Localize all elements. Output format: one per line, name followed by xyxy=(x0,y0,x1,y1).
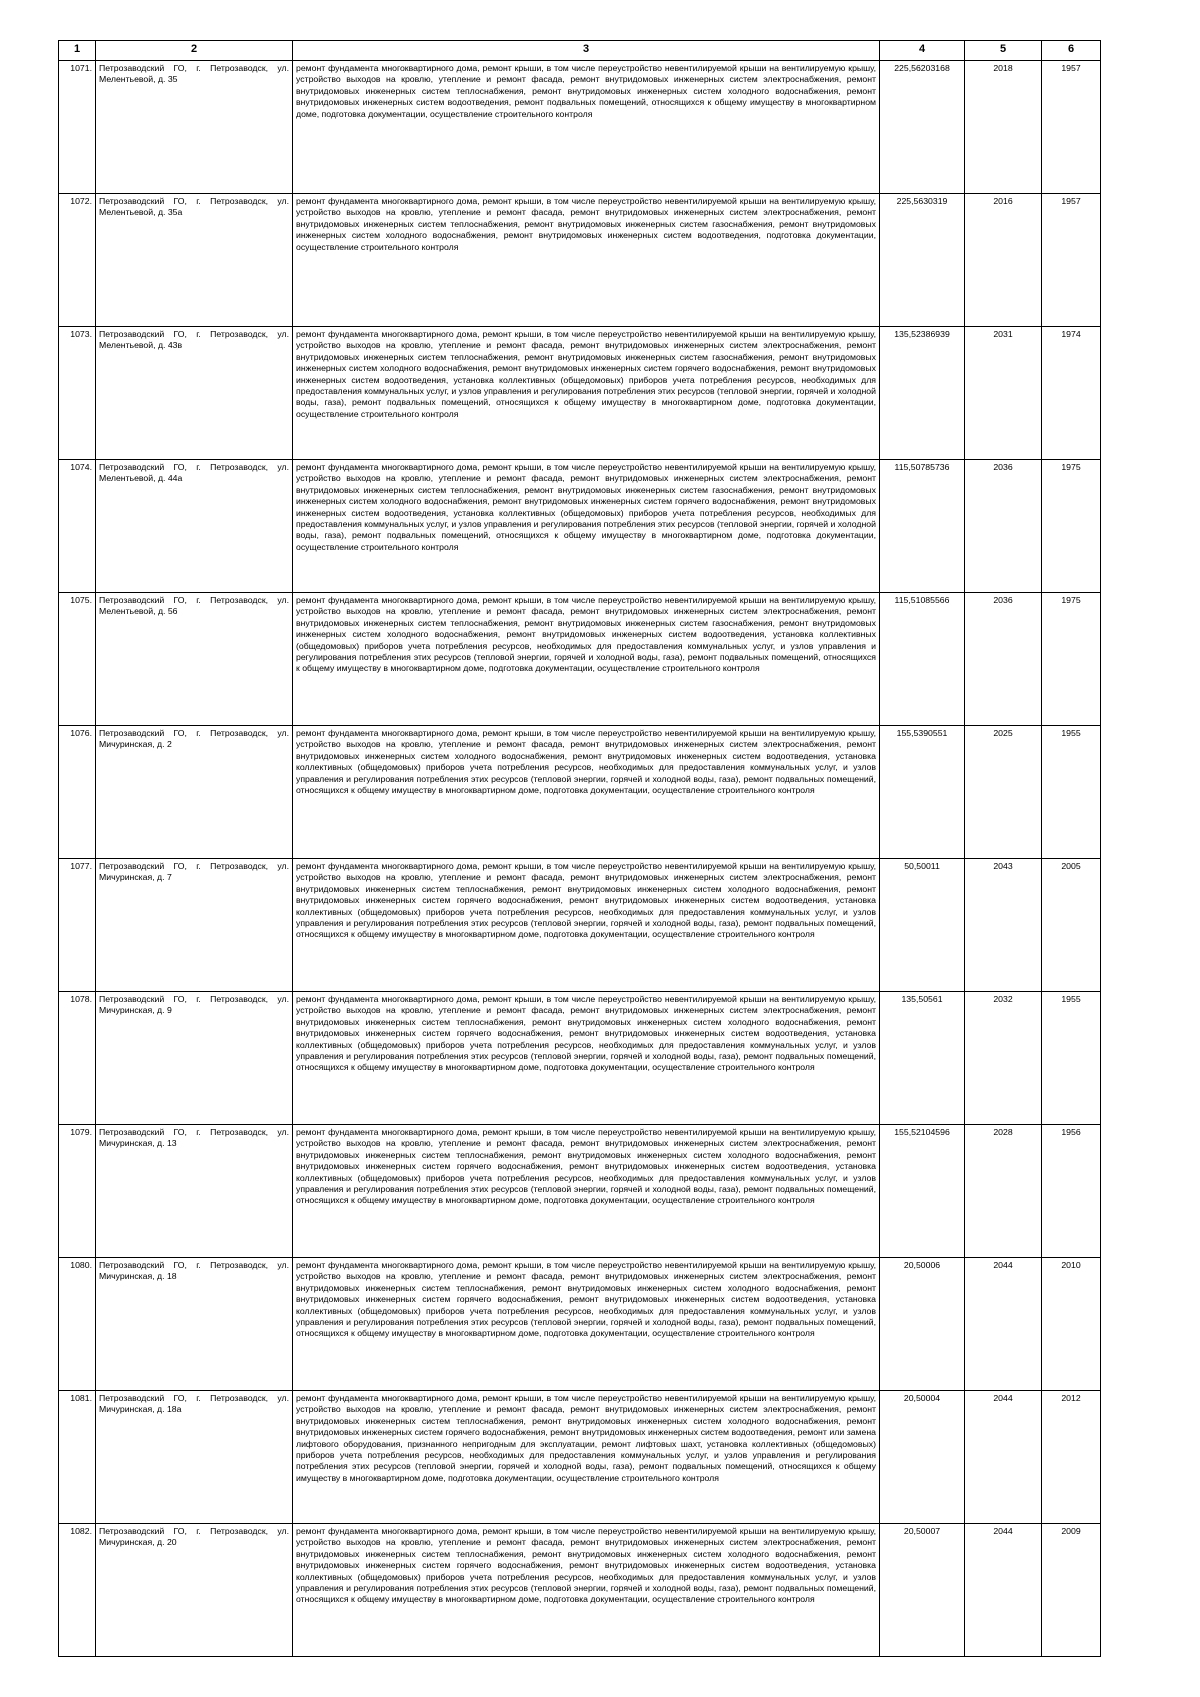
repair-program-table xyxy=(58,40,1101,1657)
row-built: 2010 xyxy=(1042,1258,1101,1391)
col-header-4: 4 xyxy=(880,41,965,61)
row-value: 50,50011 xyxy=(880,859,965,992)
row-address: Петрозаводский ГО, г. Петрозаводск, ул. Мичуринская, д. 7 xyxy=(96,859,293,992)
row-built: 1955 xyxy=(1042,992,1101,1125)
row-year: 2043 xyxy=(965,859,1042,992)
row-address: Петрозаводский ГО, г. Петрозаводск, ул. Мичуринская, д. 20 xyxy=(96,1524,293,1657)
row-year: 2044 xyxy=(965,1391,1042,1524)
row-year: 2044 xyxy=(965,1524,1042,1657)
row-works: ремонт фундамента многоквартирного дома, ремонт крыши, в том числе переустройство невентилируемой крыши на вентилируемую крышу, устройство выходов на кровлю, утепление и ремонт фасада, ремонт внутридомовых инженерных систем электроснабжения, ремонт внутридомовых инженерных систем теплоснабжения, ремонт внутридомовых инженерных систем холодного водоснабжения, ремонт внутридомовых инженерных систем горячего водоснабжения, ремонт внутридомовых инженерных систем водоотведения, установка коллективных (общедомовых) приборов учета потребления ресурсов, необходимых для предоставления коммунальных услуг, и узлов управления и регулирования потребления этих ресурсов (тепловой энергии, горячей и холодной воды, газа), ремонт подвальных помещений, относящихся к общему имуществу в многоквартирном доме, подготовка документации, осуществление строительного контроля xyxy=(293,859,880,992)
row-number: 1078. xyxy=(59,992,96,1125)
row-value: 135,52386939 xyxy=(880,327,965,460)
row-works: ремонт фундамента многоквартирного дома, ремонт крыши, в том числе переустройство невентилируемой крыши на вентилируемую крышу, устройство выходов на кровлю, утепление и ремонт фасада, ремонт внутридомовых инженерных систем электроснабжения, ремонт внутридомовых инженерных систем теплоснабжения, ремонт внутридомовых инженерных систем газоснабжения, ремонт внутридомовых инженерных систем холодного водоснабжения, ремонт внутридомовых инженерных систем горячего водоснабжения, ремонт внутридомовых инженерных систем водоотведения, установка коллективных (общедомовых) приборов учета потребления ресурсов, необходимых для предоставления коммунальных услуг, и узлов управления и регулирования потребления этих ресурсов (тепловой энергии, горячей и холодной воды, газа), ремонт подвальных помещений, относящихся к общему имуществу в многоквартирном доме, подготовка документации, осуществление строительного контроля xyxy=(293,460,880,593)
row-number: 1073. xyxy=(59,327,96,460)
row-year: 2018 xyxy=(965,61,1042,194)
row-built: 2012 xyxy=(1042,1391,1101,1524)
row-year: 2044 xyxy=(965,1258,1042,1391)
row-address: Петрозаводский ГО, г. Петрозаводск, ул. Мелентьевой, д. 56 xyxy=(96,593,293,726)
row-value: 135,50561 xyxy=(880,992,965,1125)
table-row xyxy=(59,726,1101,859)
row-built: 1956 xyxy=(1042,1125,1101,1258)
row-value: 20,50004 xyxy=(880,1391,965,1524)
row-built: 2009 xyxy=(1042,1524,1101,1657)
row-number: 1075. xyxy=(59,593,96,726)
row-year: 2031 xyxy=(965,327,1042,460)
row-works: ремонт фундамента многоквартирного дома, ремонт крыши, в том числе переустройство невентилируемой крыши на вентилируемую крышу, устройство выходов на кровлю, утепление и ремонт фасада, ремонт внутридомовых инженерных систем электроснабжения, ремонт внутридомовых инженерных систем теплоснабжения, ремонт внутридомовых инженерных систем газоснабжения, ремонт внутридомовых инженерных систем холодного водоснабжения, ремонт внутридомовых инженерных систем горячего водоснабжения, ремонт внутридомовых инженерных систем водоотведения, установка коллективных (общедомовых) приборов учета потребления ресурсов, необходимых для предоставления коммунальных услуг, и узлов управления и регулирования потребления этих ресурсов (тепловой энергии, горячей и холодной воды, газа), ремонт подвальных помещений, относящихся к общему имуществу в многоквартирном доме, подготовка документации, осуществление строительного контроля xyxy=(293,327,880,460)
table-row xyxy=(59,859,1101,992)
table-row xyxy=(59,194,1101,327)
row-year: 2028 xyxy=(965,1125,1042,1258)
table-row xyxy=(59,1125,1101,1258)
table-row xyxy=(59,460,1101,593)
row-number: 1081. xyxy=(59,1391,96,1524)
row-works: ремонт фундамента многоквартирного дома, ремонт крыши, в том числе переустройство невентилируемой крыши на вентилируемую крышу, устройство выходов на кровлю, утепление и ремонт фасада, ремонт внутридомовых инженерных систем электроснабжения, ремонт внутридомовых инженерных систем теплоснабжения, ремонт внутридомовых инженерных систем холодного водоснабжения, ремонт внутридомовых инженерных систем горячего водоснабжения, ремонт внутридомовых инженерных систем водоотведения, установка коллективных (общедомовых) приборов учета потребления ресурсов, необходимых для предоставления коммунальных услуг, и узлов управления и регулирования потребления этих ресурсов (тепловой энергии, горячей и холодной воды, газа), ремонт подвальных помещений, относящихся к общему имуществу в многоквартирном доме, подготовка документации, осуществление строительного контроля xyxy=(293,1125,880,1258)
table-row xyxy=(59,1524,1101,1657)
row-address: Петрозаводский ГО, г. Петрозаводск, ул. Мичуринская, д. 13 xyxy=(96,1125,293,1258)
row-works: ремонт фундамента многоквартирного дома, ремонт крыши, в том числе переустройство невентилируемой крыши на вентилируемую крышу, устройство выходов на кровлю, утепление и ремонт фасада, ремонт внутридомовых инженерных систем электроснабжения, ремонт внутридомовых инженерных систем теплоснабжения, ремонт внутридомовых инженерных систем газоснабжения, ремонт внутридомовых инженерных систем холодного водоснабжения, ремонт внутридомовых инженерных систем водоотведения, подготовка документации, осуществление строительного контроля xyxy=(293,194,880,327)
row-year: 2036 xyxy=(965,460,1042,593)
row-works: ремонт фундамента многоквартирного дома, ремонт крыши, в том числе переустройство невентилируемой крыши на вентилируемую крышу, устройство выходов на кровлю, утепление и ремонт фасада, ремонт внутридомовых инженерных систем электроснабжения, ремонт внутридомовых инженерных систем холодного водоснабжения, ремонт внутридомовых инженерных систем водоотведения, установка коллективных (общедомовых) приборов учета потребления ресурсов, необходимых для предоставления коммунальных услуг, и узлов управления и регулирования потребления этих ресурсов (тепловой энергии, горячей и холодной воды, газа), ремонт подвальных помещений, относящихся к общему имуществу в многоквартирном доме, подготовка документации, осуществление строительного контроля xyxy=(293,726,880,859)
row-value: 115,50785736 xyxy=(880,460,965,593)
row-address: Петрозаводский ГО, г. Петрозаводск, ул. Мелентьевой, д. 43в xyxy=(96,327,293,460)
row-value: 155,52104596 xyxy=(880,1125,965,1258)
row-built: 2005 xyxy=(1042,859,1101,992)
col-header-5: 5 xyxy=(965,41,1042,61)
row-built: 1975 xyxy=(1042,460,1101,593)
col-header-6: 6 xyxy=(1042,41,1101,61)
row-number: 1072. xyxy=(59,194,96,327)
row-built: 1957 xyxy=(1042,61,1101,194)
row-number: 1074. xyxy=(59,460,96,593)
row-works: ремонт фундамента многоквартирного дома, ремонт крыши, в том числе переустройство невентилируемой крыши на вентилируемую крышу, устройство выходов на кровлю, утепление и ремонт фасада, ремонт внутридомовых инженерных систем электроснабжения, ремонт внутридомовых инженерных систем теплоснабжения, ремонт внутридомовых инженерных систем холодного водоснабжения, ремонт внутридомовых инженерных систем горячего водоснабжения, ремонт внутридомовых инженерных систем водоотведения, установка коллективных (общедомовых) приборов учета потребления ресурсов, необходимых для предоставления коммунальных услуг, и узлов управления и регулирования потребления этих ресурсов (тепловой энергии, горячей и холодной воды, газа), ремонт подвальных помещений, относящихся к общему имуществу в многоквартирном доме, подготовка документации, осуществление строительного контроля xyxy=(293,1524,880,1657)
row-works: ремонт фундамента многоквартирного дома, ремонт крыши, в том числе переустройство невентилируемой крыши на вентилируемую крышу, устройство выходов на кровлю, утепление и ремонт фасада, ремонт внутридомовых инженерных систем электроснабжения, ремонт внутридомовых инженерных систем теплоснабжения, ремонт внутридомовых инженерных систем холодного водоснабжения, ремонт внутридомовых инженерных систем горячего водоснабжения, ремонт внутридомовых инженерных систем водоотведения, установка коллективных (общедомовых) приборов учета потребления ресурсов, необходимых для предоставления коммунальных услуг, и узлов управления и регулирования потребления этих ресурсов (тепловой энергии, горячей и холодной воды, газа), ремонт подвальных помещений, относящихся к общему имуществу в многоквартирном доме, подготовка документации, осуществление строительного контроля xyxy=(293,992,880,1125)
row-address: Петрозаводский ГО, г. Петрозаводск, ул. Мичуринская, д. 9 xyxy=(96,992,293,1125)
row-value: 20,50007 xyxy=(880,1524,965,1657)
row-value: 225,56203168 xyxy=(880,61,965,194)
col-header-1: 1 xyxy=(59,41,96,61)
row-address: Петрозаводский ГО, г. Петрозаводск, ул. Мичуринская, д. 18 xyxy=(96,1258,293,1391)
table-row xyxy=(59,992,1101,1125)
row-built: 1955 xyxy=(1042,726,1101,859)
row-built: 1957 xyxy=(1042,194,1101,327)
table-row xyxy=(59,1391,1101,1524)
table-row xyxy=(59,327,1101,460)
row-address: Петрозаводский ГО, г. Петрозаводск, ул. Мелентьевой, д. 35а xyxy=(96,194,293,327)
row-value: 225,5630319 xyxy=(880,194,965,327)
row-built: 1974 xyxy=(1042,327,1101,460)
row-year: 2032 xyxy=(965,992,1042,1125)
row-number: 1077. xyxy=(59,859,96,992)
row-works: ремонт фундамента многоквартирного дома, ремонт крыши, в том числе переустройство невентилируемой крыши на вентилируемую крышу, устройство выходов на кровлю, утепление и ремонт фасада, ремонт внутридомовых инженерных систем электроснабжения, ремонт внутридомовых инженерных систем теплоснабжения, ремонт внутридомовых инженерных систем газоснабжения, ремонт внутридомовых инженерных систем холодного водоснабжения, ремонт внутридомовых инженерных систем водоотведения, установка коллективных (общедомовых) приборов учета потребления ресурсов, необходимых для предоставления коммунальных услуг, и узлов управления и регулирования потребления этих ресурсов (тепловой энергии, горячей и холодной воды, газа), ремонт подвальных помещений, относящихся к общему имуществу в многоквартирном доме, подготовка документации, осуществление строительного контроля xyxy=(293,593,880,726)
table-row xyxy=(59,1258,1101,1391)
row-number: 1080. xyxy=(59,1258,96,1391)
col-header-2: 2 xyxy=(96,41,293,61)
header-row xyxy=(59,41,1101,61)
row-value: 20,50006 xyxy=(880,1258,965,1391)
row-address: Петрозаводский ГО, г. Петрозаводск, ул. Мичуринская, д. 18а xyxy=(96,1391,293,1524)
row-year: 2016 xyxy=(965,194,1042,327)
col-header-3: 3 xyxy=(293,41,880,61)
row-number: 1071. xyxy=(59,61,96,194)
row-number: 1082. xyxy=(59,1524,96,1657)
row-value: 115,51085566 xyxy=(880,593,965,726)
row-number: 1076. xyxy=(59,726,96,859)
row-works: ремонт фундамента многоквартирного дома, ремонт крыши, в том числе переустройство невентилируемой крыши на вентилируемую крышу, устройство выходов на кровлю, утепление и ремонт фасада, ремонт внутридомовых инженерных систем электроснабжения, ремонт внутридомовых инженерных систем теплоснабжения, ремонт внутридомовых инженерных систем холодного водоснабжения, ремонт внутридомовых инженерных систем горячего водоснабжения, ремонт внутридомовых инженерных систем водоотведения, ремонт или замена лифтового оборудования, признанного непригодным для эксплуатации, ремонт лифтовых шахт, установка коллективных (общедомовых) приборов учета потребления ресурсов, необходимых для предоставления коммунальных услуг, и узлов управления и регулирования потребления этих ресурсов (тепловой энергии, горячей и холодной воды, газа), ремонт подвальных помещений, относящихся к общему имуществу в многоквартирном доме, подготовка документации, осуществление строительного контроля xyxy=(293,1391,880,1524)
row-number: 1079. xyxy=(59,1125,96,1258)
row-year: 2025 xyxy=(965,726,1042,859)
row-works: ремонт фундамента многоквартирного дома, ремонт крыши, в том числе переустройство невентилируемой крыши на вентилируемую крышу, устройство выходов на кровлю, утепление и ремонт фасада, ремонт внутридомовых инженерных систем электроснабжения, ремонт внутридомовых инженерных систем теплоснабжения, ремонт внутридомовых инженерных систем холодного водоснабжения, ремонт внутридомовых инженерных систем горячего водоснабжения, ремонт внутридомовых инженерных систем водоотведения, установка коллективных (общедомовых) приборов учета потребления ресурсов, необходимых для предоставления коммунальных услуг, и узлов управления и регулирования потребления этих ресурсов (тепловой энергии, горячей и холодной воды, газа), ремонт подвальных помещений, относящихся к общему имуществу в многоквартирном доме, подготовка документации, осуществление строительного контроля xyxy=(293,1258,880,1391)
row-year: 2036 xyxy=(965,593,1042,726)
table-row xyxy=(59,61,1101,194)
row-address: Петрозаводский ГО, г. Петрозаводск, ул. Мелентьевой, д. 35 xyxy=(96,61,293,194)
table-row xyxy=(59,593,1101,726)
row-address: Петрозаводский ГО, г. Петрозаводск, ул. Мичуринская, д. 2 xyxy=(96,726,293,859)
row-built: 1975 xyxy=(1042,593,1101,726)
row-address: Петрозаводский ГО, г. Петрозаводск, ул. Мелентьевой, д. 44а xyxy=(96,460,293,593)
row-works: ремонт фундамента многоквартирного дома, ремонт крыши, в том числе переустройство невентилируемой крыши на вентилируемую крышу, устройство выходов на кровлю, утепление и ремонт фасада, ремонт внутридомовых инженерных систем электроснабжения, ремонт внутридомовых инженерных систем теплоснабжения, ремонт внутридомовых инженерных систем холодного водоснабжения, ремонт внутридомовых инженерных систем водоотведения, ремонт подвальных помещений, относящихся к общему имуществу в многоквартирном доме, подготовка документации, осуществление строительного контроля xyxy=(293,61,880,194)
row-value: 155,5390551 xyxy=(880,726,965,859)
